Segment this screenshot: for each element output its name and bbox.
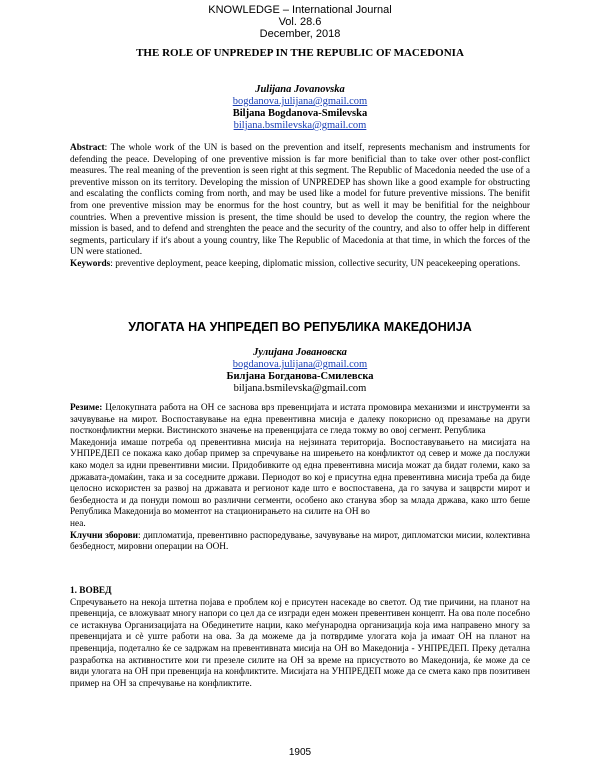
english-title: THE ROLE OF UNPREDEP IN THE REPUBLIC OF MACEDONIA (136, 47, 464, 59)
macedonian-abstract (70, 403, 530, 554)
mk-author2-name: Билјана Богданова-Смилевска (226, 371, 374, 382)
mk-abstract-label: Резиме: (70, 403, 103, 413)
macedonian-title: УЛОГАТА НА УНПРЕДЕП ВО РЕПУБЛИКА МАКЕДОНИЈА (128, 320, 472, 334)
abstract-label: Abstract (70, 143, 105, 153)
introduction-text: Спречувањето на некоја штетна појава е проблем кој е присутен насекаде во светот. Од тие причини, на планот на превенција, се вложуваат многу напори со цел да се изгради еден можен превентивен концепт. На ова поле посебно се истакнува Организацијата на Обединетите нации, како меѓународна организација која има направено многу за превенцијата и сè уште работи на ова. За да можеме да ја потврдиме улогата која ја имаат ОН на планот на превенција, подетално ќе се задржам на превентивната мисија на ОН во Македонија - УНПРЕДЕП. Преку детална разработка на активностите кои ги презеле силите на ОН за време на присуството во Македонија, ќе може да се види улогата на ОН при превенција на конфликтите. Мисијата на УНПРЕДЕП може да се смета како прв позитивен пример на ОН за спречување на конфликтите. (70, 597, 530, 689)
mk-keywords-text: : дипломатија, превентивно распоредување, зачувување на мирот, дипломатски мисии, колективна безбедност, мировни операции на ООН. (70, 530, 531, 553)
page-number: 1905 (288, 747, 312, 758)
mk-abstract-text-3: неа. (70, 518, 86, 529)
keywords-label: Keywords (70, 258, 111, 269)
mk-abstract-text-2: Македонија имаше потреба од превентивна мисија на нејзината територија. Воспоставувањето на мисијата на УНПРЕДЕП се покажа како добар пример за спречување на ширењето на конфликтот од север и може да послужи како модел за идни превентивни мисии. Придобивките од една превентивна мисија можат да бидат големи, како за државата-домаќин, така и за соседните држави. Периодот во кој е присутна една превентивна мисија треба да биде целосно искористен за развој на државата и регионот каде што е воспоставена, да го зачува и зацврсти мирот и безбедноста и да понуди помош во различни сегменти, особено ако станува збор за млада држава, како што беше Република Македонија во моментот на стационирањето на силите на ОН во (70, 437, 530, 518)
mk-author1-name: Јулијана Јовановска (253, 347, 347, 358)
english-abstract (70, 143, 530, 271)
abstract-text: : The whole work of the UN is based on the prevention and itself, represents mechanism and instruments for defending the peace. Developing of one preventive mission is far more benificial than to take over other post-conflict measures. The real meaning of the prevention is seen right at this segment. The Republic of Macedonia needed the use of a preventive misson on its territory. Developing the mission of UNPREDEP has shown like a good example for obstructing and escalating the conflicts coming from north, and may be used like a model for future preventive missions. The benifit from one preventive mission may be enormus for the host country, but as well it may be benifitial for the neighbour countries. When a preventive mission is present, the time should be used to develop the country, the region where the mission is based, and to defend and strenghten the peace and the security of the country, and also to offer help in different segments, particulary if it's about a young country, like The Republic of Macedonia at that time, in which the forces of the UN were stationed. (70, 143, 530, 258)
mk-keywords-label: Клучни зборови (70, 530, 139, 541)
author2-name: Biljana Bogdanova-Smilevska (232, 108, 368, 119)
mk-author2-email: biljana.bsmilevska@gmail.com (233, 383, 367, 394)
keywords-text: : preventive deployment, peace keeping, diplomatic mission, collective security, UN peacekeeping operations. (110, 258, 521, 269)
author1-email-link[interactable]: bogdanova.julijana@gmail.com (232, 96, 368, 107)
mk-author1-email-link[interactable]: bogdanova.julijana@gmail.com (232, 359, 368, 370)
journal-volume: Vol. 28.6 (278, 16, 322, 28)
author2-email-link[interactable]: biljana.bsmilevska@gmail.com (233, 120, 367, 131)
journal-date: December, 2018 (259, 28, 341, 40)
journal-name: KNOWLEDGE – International Journal (208, 4, 392, 16)
author1-name: Julijana Jovanovska (255, 84, 345, 95)
mk-abstract-text-1: Целокупната работа на ОН се заснова врз превенцијата и истата промовира механизми и инструменти за зачувување на мирот. Воспоставување на една превентивна мисија е далеку покорисно од презамање на други постконфликтни мерки. Вистинското значење на превенцијата се гледа токму во овој сегмент. Република (70, 403, 530, 437)
introduction-section (70, 586, 530, 690)
section-heading: 1. ВОВЕД (70, 586, 112, 596)
